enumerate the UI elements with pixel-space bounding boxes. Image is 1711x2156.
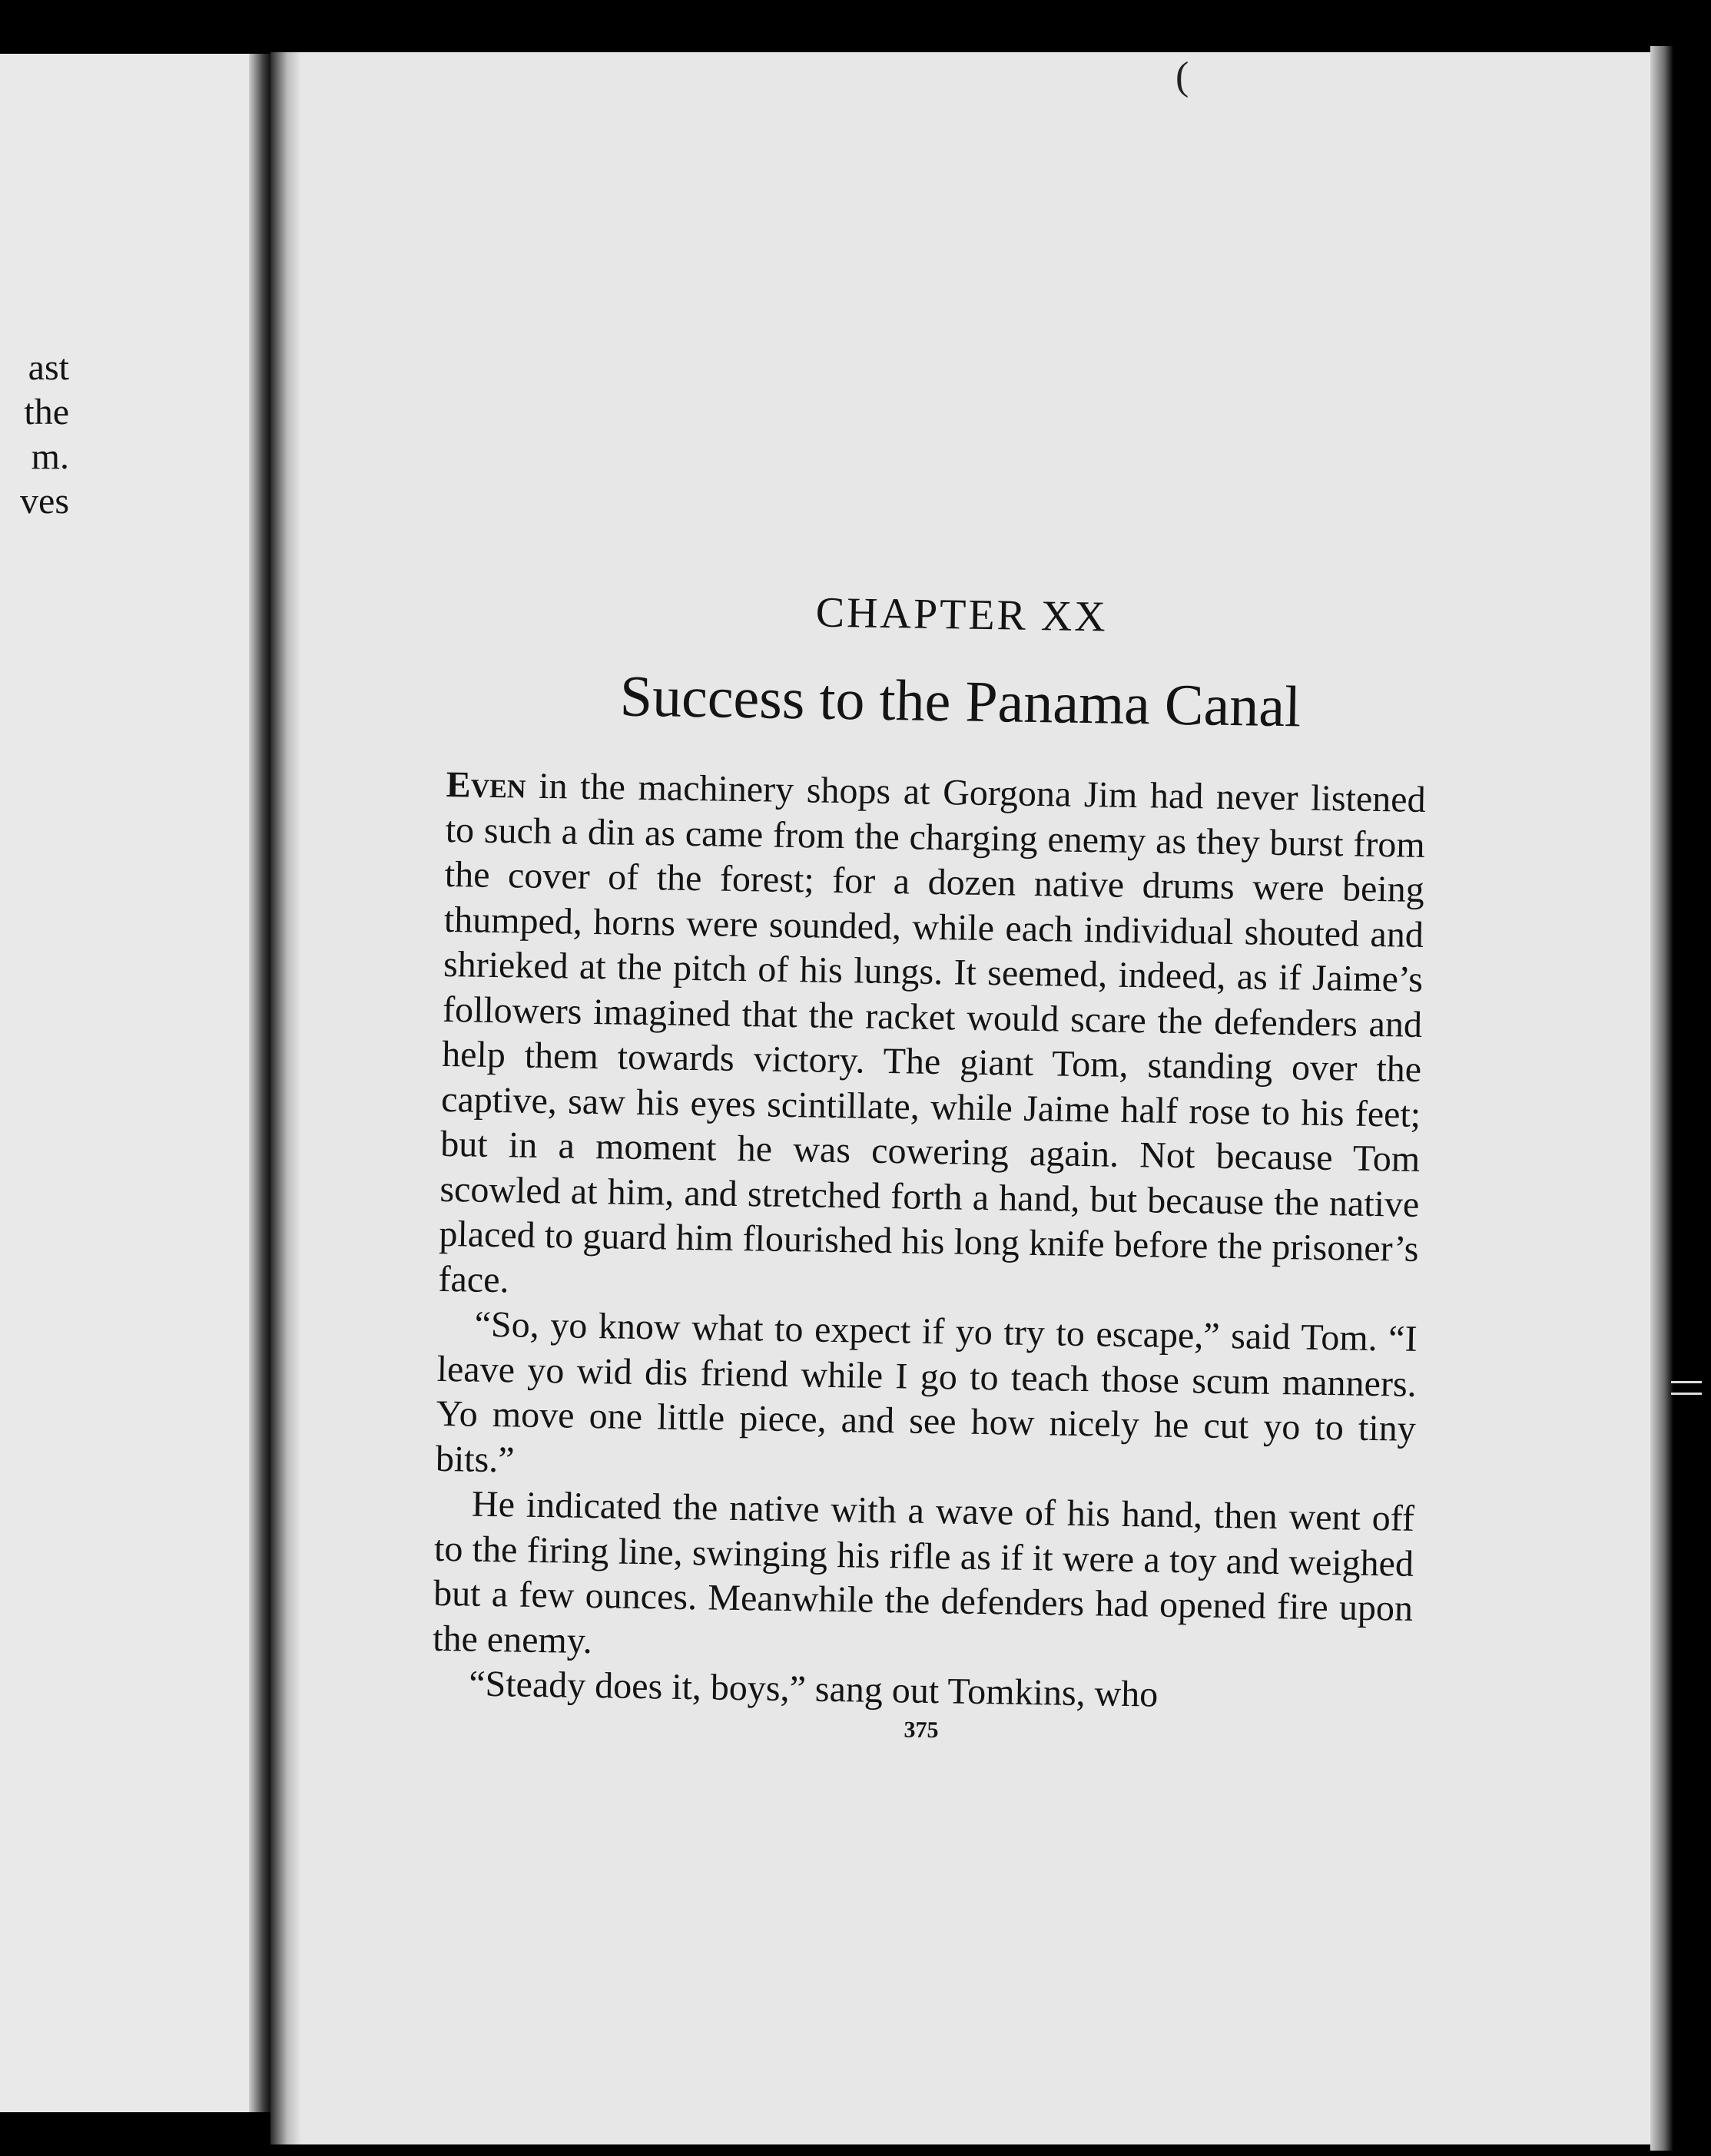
- left-fragment-line: m.: [31, 436, 69, 477]
- corner-mark: (: [1175, 55, 1189, 98]
- page-number: 375: [904, 1716, 939, 1743]
- paragraph-2: “So, yo know what to expect if yo try to escape,” said Tom. “I leave yo wid dis friend while I go to teach those scum manners. Yo move one little piece, and see how nicely he cut yo to tiny bits.”: [435, 1303, 1418, 1480]
- chapter-label: CHAPTER XX: [815, 588, 1109, 641]
- paragraph-text: in the machinery shops at Gorgona Jim had never listened to such a din as came from the charging enemy as they burst from the cover of the forest; for a dozen native drums were being thumped, horns were sounded, while each individual shouted and shrieked at the pitch of his lungs. It seemed, indeed, as if Jaime’s followers imagined that the racket would scare the defenders and help them towards victory. The giant Tom, standing over the captive, saw his eyes scintillate, while Jaime half rose to his feet; but in a moment he was cowering again. Not because Tom scowled at him, and stretched forth a hand, but because the native placed to guard him flourished his long knife before the prisoner’s face.: [438, 765, 1426, 1300]
- page-body: [431, 572, 1429, 1750]
- left-fragment-line: ast: [28, 347, 69, 388]
- left-page-text-fragments: [0, 346, 69, 524]
- left-fragment-line: ves: [20, 481, 69, 522]
- edge-mark: [1671, 1381, 1702, 1395]
- chapter-title: Success to the Panama Canal: [619, 664, 1301, 740]
- paragraph-1: [438, 763, 1426, 1317]
- left-fragment-line: the: [24, 392, 69, 432]
- binding-shadow: [270, 52, 301, 2144]
- book-gutter: [249, 54, 270, 2112]
- paragraph-lead-word: Even: [446, 763, 526, 806]
- left-page: [0, 54, 270, 2112]
- paragraph-3: He indicated the native with a wave of his hand, then went off to the firing line, swinging his rifle as if it were a toy and weighed but a few ounces. Meanwhile the defenders had opened fire upon the enemy.: [432, 1483, 1415, 1661]
- paragraph-4: “Steady does it, boys,” sang out Tomkins, who: [468, 1663, 1159, 1715]
- page-edge: [1650, 46, 1673, 2151]
